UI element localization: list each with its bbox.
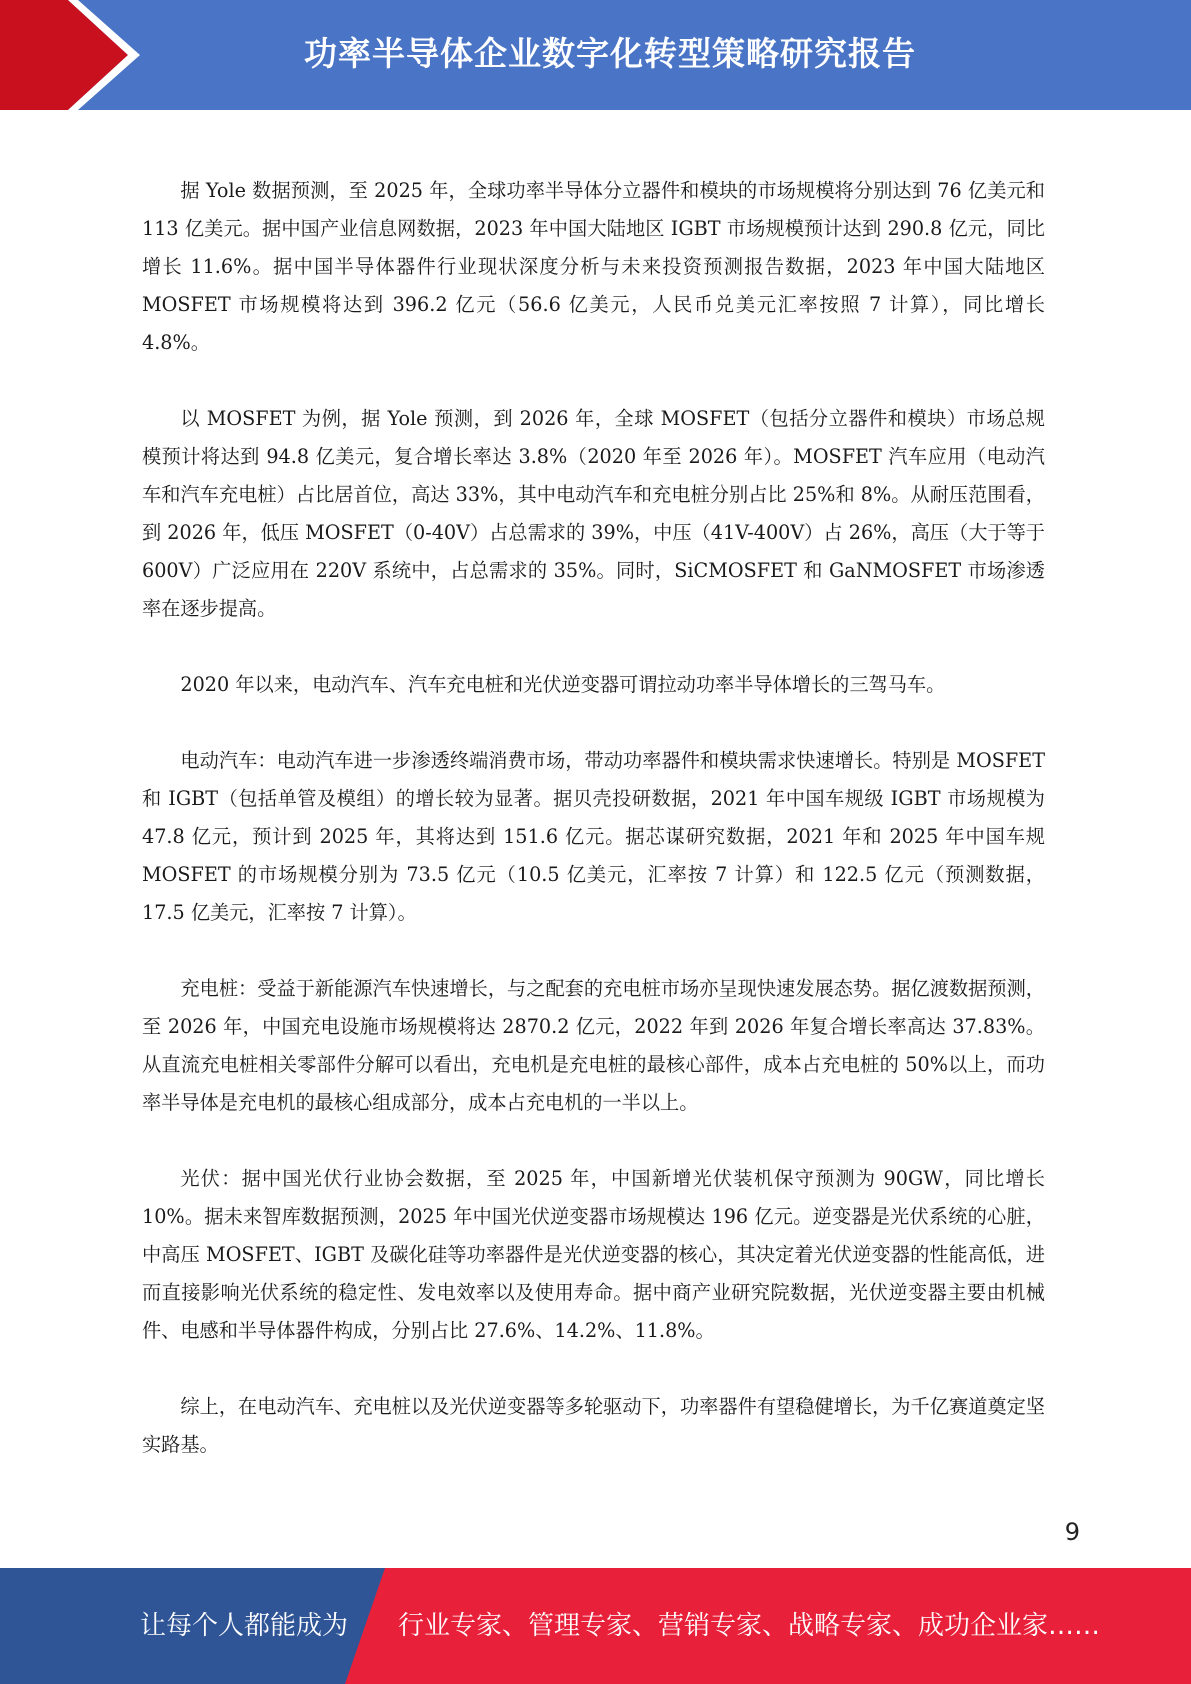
- document-body: [142, 172, 1045, 1502]
- paragraph-growth-drivers: 2020 年以来，电动汽车、汽车充电桩和光伏逆变器可谓拉动功率半导体增长的三驾马车。: [180, 673, 946, 696]
- page-header: [0, 0, 1191, 110]
- footer-slogan-left: 让每个人都能成为: [140, 1611, 349, 1641]
- footer-slogan-right: 行业专家、管理专家、营销专家、战略专家、成功企业家……: [398, 1611, 1101, 1641]
- page-footer: [0, 1568, 1191, 1684]
- paragraph-electric-vehicles: 电动汽车：电动汽车进一步渗透终端消费市场，带动功率器件和模块需求快速增长。特别是 MOSFET 和 IGBT（包括单管及模组）的增长较为显著。据贝壳投研数据，2021 年中国车规级 IGBT 市场规模为 47.8 亿元，预计到 2025 年，其将达到 151.6 亿元。据芯谋研究数据，2021 年和 2025 年中国车规 MOSFET 的市场规模分别为 73.5 亿元（10.5 亿美元，汇率按 7 计算）和 122.5 亿元（预测数据，17.5 亿美元，汇率按 7 计算）。: [142, 749, 1045, 924]
- paragraph-photovoltaic: 光伏：据中国光伏行业协会数据，至 2025 年，中国新增光伏装机保守预测为 90GW，同比增长 10%。据未来智库数据预测，2025 年中国光伏逆变器市场规模达 196 亿元。逆变器是光伏系统的心脏，中高压 MOSFET、IGBT 及碳化硅等功率器件是光伏逆变器的核心，其决定着光伏逆变器的性能高低，进而直接影响光伏系统的稳定性、发电效率以及使用寿命。据中商产业研究院数据，光伏逆变器主要由机械件、电感和半导体器件构成，分别占比 27.6%、14.2%、11.8%。: [142, 1167, 1045, 1342]
- document-title: 功率半导体企业数字化转型策略研究报告: [304, 34, 916, 73]
- paragraph-charging-piles: 充电桩：受益于新能源汽车快速增长，与之配套的充电桩市场亦呈现快速发展态势。据亿渡数据预测，至 2026 年，中国充电设施市场规模将达 2870.2 亿元，2022 年到 2026 年复合增长率高达 37.83%。从直流充电桩相关零部件分解可以看出，充电机是充电桩的最核心部件，成本占充电桩的 50%以上，而功率半导体是充电机的最核心组成部分，成本占充电机的一半以上。: [142, 977, 1045, 1114]
- paragraph-summary: 综上，在电动汽车、充电桩以及光伏逆变器等多轮驱动下，功率器件有望稳健增长，为千亿赛道奠定坚实路基。: [142, 1395, 1045, 1456]
- paragraph-market-size: 据 Yole 数据预测，至 2025 年，全球功率半导体分立器件和模块的市场规模将分别达到 76 亿美元和 113 亿美元。据中国产业信息网数据，2023 年中国大陆地区 IGBT 市场规模预计达到 290.8 亿元，同比增长 11.6%。据中国半导体器件行业现状深度分析与未来投资预测报告数据，2023 年中国大陆地区 MOSFET 市场规模将达到 396.2 亿元（56.6 亿美元，人民币兑美元汇率按照 7 计算），同比增长 4.8%。: [142, 179, 1045, 354]
- header-arrow-icon: [0, 0, 160, 110]
- paragraph-mosfet: 以 MOSFET 为例，据 Yole 预测，到 2026 年，全球 MOSFET（包括分立器件和模块）市场总规模预计将达到 94.8 亿美元，复合增长率达 3.8%（2020 年至 2026 年）。MOSFET 汽车应用（电动汽车和汽车充电桩）占比居首位，高达 33%，其中电动汽车和充电桩分别占比 25%和 8%。从耐压范围看，到 2026 年，低压 MOSFET（0-40V）占总需求的 39%，中压（41V-400V）占 26%，高压（大于等于 600V）广泛应用在 220V 系统中，占总需求的 35%。同时，SiCMOSFET 和 GaNMOSFET 市场渗透率在逐步提高。: [142, 407, 1045, 620]
- page-number: 9: [1064, 1518, 1080, 1546]
